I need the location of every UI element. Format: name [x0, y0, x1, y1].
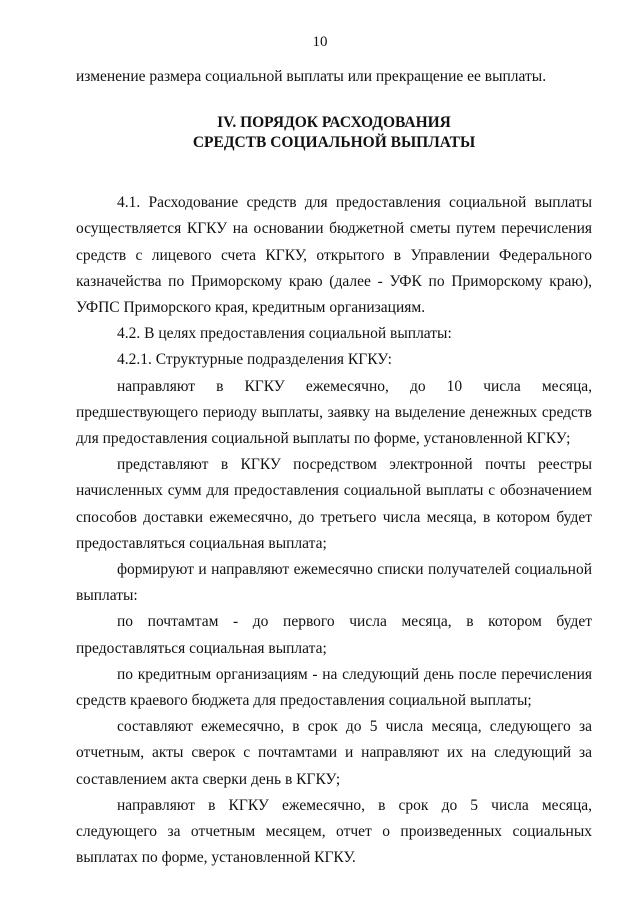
paragraph-4-2-1: 4.2.1. Структурные подразделения КГКУ:	[117, 351, 392, 369]
paragraph-recipient-lists: формируют и направляют ежемесячно списки получателей социальной выплаты:	[76, 561, 592, 605]
paragraph-post-offices: по почтамтам - до первого числа месяца, в котором будет предоставляться социальная выплата;	[76, 613, 592, 657]
paragraph-registers: представляют в КГКУ посредством электронной почты реестры начисленных сумм для предоставления социальной выплаты с обозначением способов доставки ежемесячно, до третьего числа месяца, в котором будет предоставляться социальная выплата;	[76, 456, 592, 552]
paragraph-4-1: 4.1. Расходование средств для предоставления социальной выплаты осуществляется КГКУ на основании бюджетной сметы путем перечисления средств с лицевого счета КГКУ, открытого в Управлении Федерального казначейства по Приморскому краю (далее - УФК по Приморскому краю), УФПС Приморского края, кредитным организациям.	[76, 194, 592, 317]
section-heading	[76, 113, 592, 153]
section-heading-line-2: СРЕДСТВ СОЦИАЛЬНОЙ ВЫПЛАТЫ	[192, 134, 476, 152]
paragraph-report: направляют в КГКУ ежемесячно, в срок до 5 числа месяца, следующего за отчетным месяцем, отчет о произведенных социальных выплатах по форме, установленной КГКУ.	[76, 796, 592, 867]
intro-paragraph: изменение размера социальной выплаты или прекращение ее выплаты.	[76, 68, 547, 85]
paragraph-reconciliation-acts: составляют ежемесячно, в срок до 5 числа месяца, следующего за отчетным, акты сверок с почтамтами и направляют их на следующий за составлением акта сверки день в КГКУ;	[76, 718, 592, 788]
paragraph-credit-organizations: по кредитным организациям - на следующий день после перечисления средств краевого бюджета для предоставления социальной выплаты;	[76, 665, 592, 710]
paragraph-application: направляют в КГКУ ежемесячно, до 10 числа месяца, предшествующего периоду выплаты, заявку на выделение денежных средств для предоставления социальной выплаты по форме, установленной КГКУ;	[76, 377, 592, 448]
section-heading-line-1: IV. ПОРЯДОК РАСХОДОВАНИЯ	[217, 114, 451, 132]
document-body	[76, 64, 592, 871]
page-number: 10	[312, 34, 328, 50]
paragraph-4-2: 4.2. В целях предоставления социальной выплаты:	[117, 325, 452, 343]
